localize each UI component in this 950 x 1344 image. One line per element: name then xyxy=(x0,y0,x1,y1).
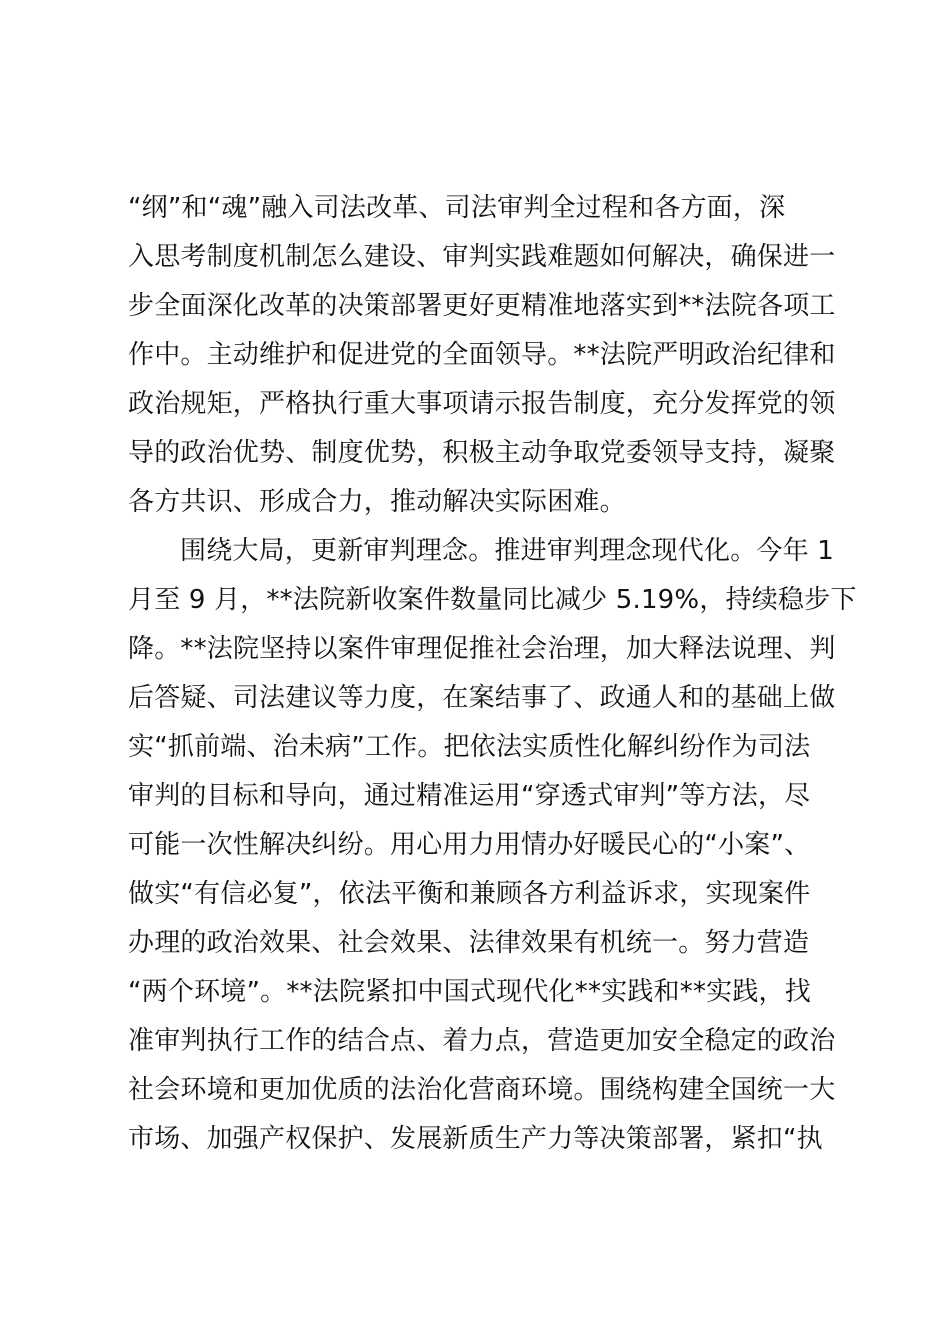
text-line: 降。**法院坚持以案件审理促推社会治理，加大释法说理、判 xyxy=(128,634,836,664)
text-line: 做实“有信必复”，依法平衡和兼顾各方利益诉求，实现案件 xyxy=(128,879,811,909)
text-line: 作中。主动维护和促进党的全面领导。**法院严明政治纪律和 xyxy=(128,340,836,370)
text-line: 月至 9 月，**法院新收案件数量同比减少 5.19%，持续稳步下 xyxy=(128,585,857,615)
text-line: “纲”和“魂”融入司法改革、司法审判全过程和各方面，深 xyxy=(128,193,786,223)
text-line: 各方共识、形成合力，推动解决实际困难。 xyxy=(128,487,626,517)
text-line: 政治规矩，严格执行重大事项请示报告制度，充分发挥党的领 xyxy=(128,389,836,419)
text-line xyxy=(128,1164,840,1213)
text-line: 步全面深化改革的决策部署更好更精准地落实到**法院各项工 xyxy=(128,291,836,321)
text-line: 导的政治优势、制度优势，积极主动争取党委领导支持，凝聚 xyxy=(128,438,836,468)
text-line: 审判的目标和导向，通过精准运用“穿透式审判”等方法，尽 xyxy=(128,781,811,811)
text-line: 市场、加强产权保护、发展新质生产力等决策部署，紧扣“执 xyxy=(128,1124,823,1154)
text-line: 准审判执行工作的结合点、着力点，营造更加安全稳定的政治 xyxy=(128,1026,836,1056)
paragraph-1 xyxy=(128,184,840,527)
text-line: 办理的政治效果、社会效果、法律效果有机统一。努力营造 xyxy=(128,928,810,958)
text-line: 可能一次性解决纠纷。用心用力用情办好暖民心的“小案”、 xyxy=(128,830,811,860)
text-line: 社会环境和更加优质的法治化营商环境。围绕构建全国统一大 xyxy=(128,1075,836,1105)
document-body xyxy=(128,184,857,1213)
text-line: “两个环境”。**法院紧扣中国式现代化**实践和**实践，找 xyxy=(128,977,811,1007)
text-line: 入思考制度机制怎么建设、审判实践难题如何解决，确保进一 xyxy=(128,242,836,272)
paragraph-2 xyxy=(128,527,857,1213)
text-line-first: 围绕大局，更新审判理念。推进审判理念现代化。今年 1 xyxy=(180,536,835,566)
text-line: 后答疑、司法建议等力度，在案结事了、政通人和的基础上做 xyxy=(128,683,836,713)
text-line: 实“抓前端、治未病”工作。把依法实质性化解纠纷作为司法 xyxy=(128,732,811,762)
